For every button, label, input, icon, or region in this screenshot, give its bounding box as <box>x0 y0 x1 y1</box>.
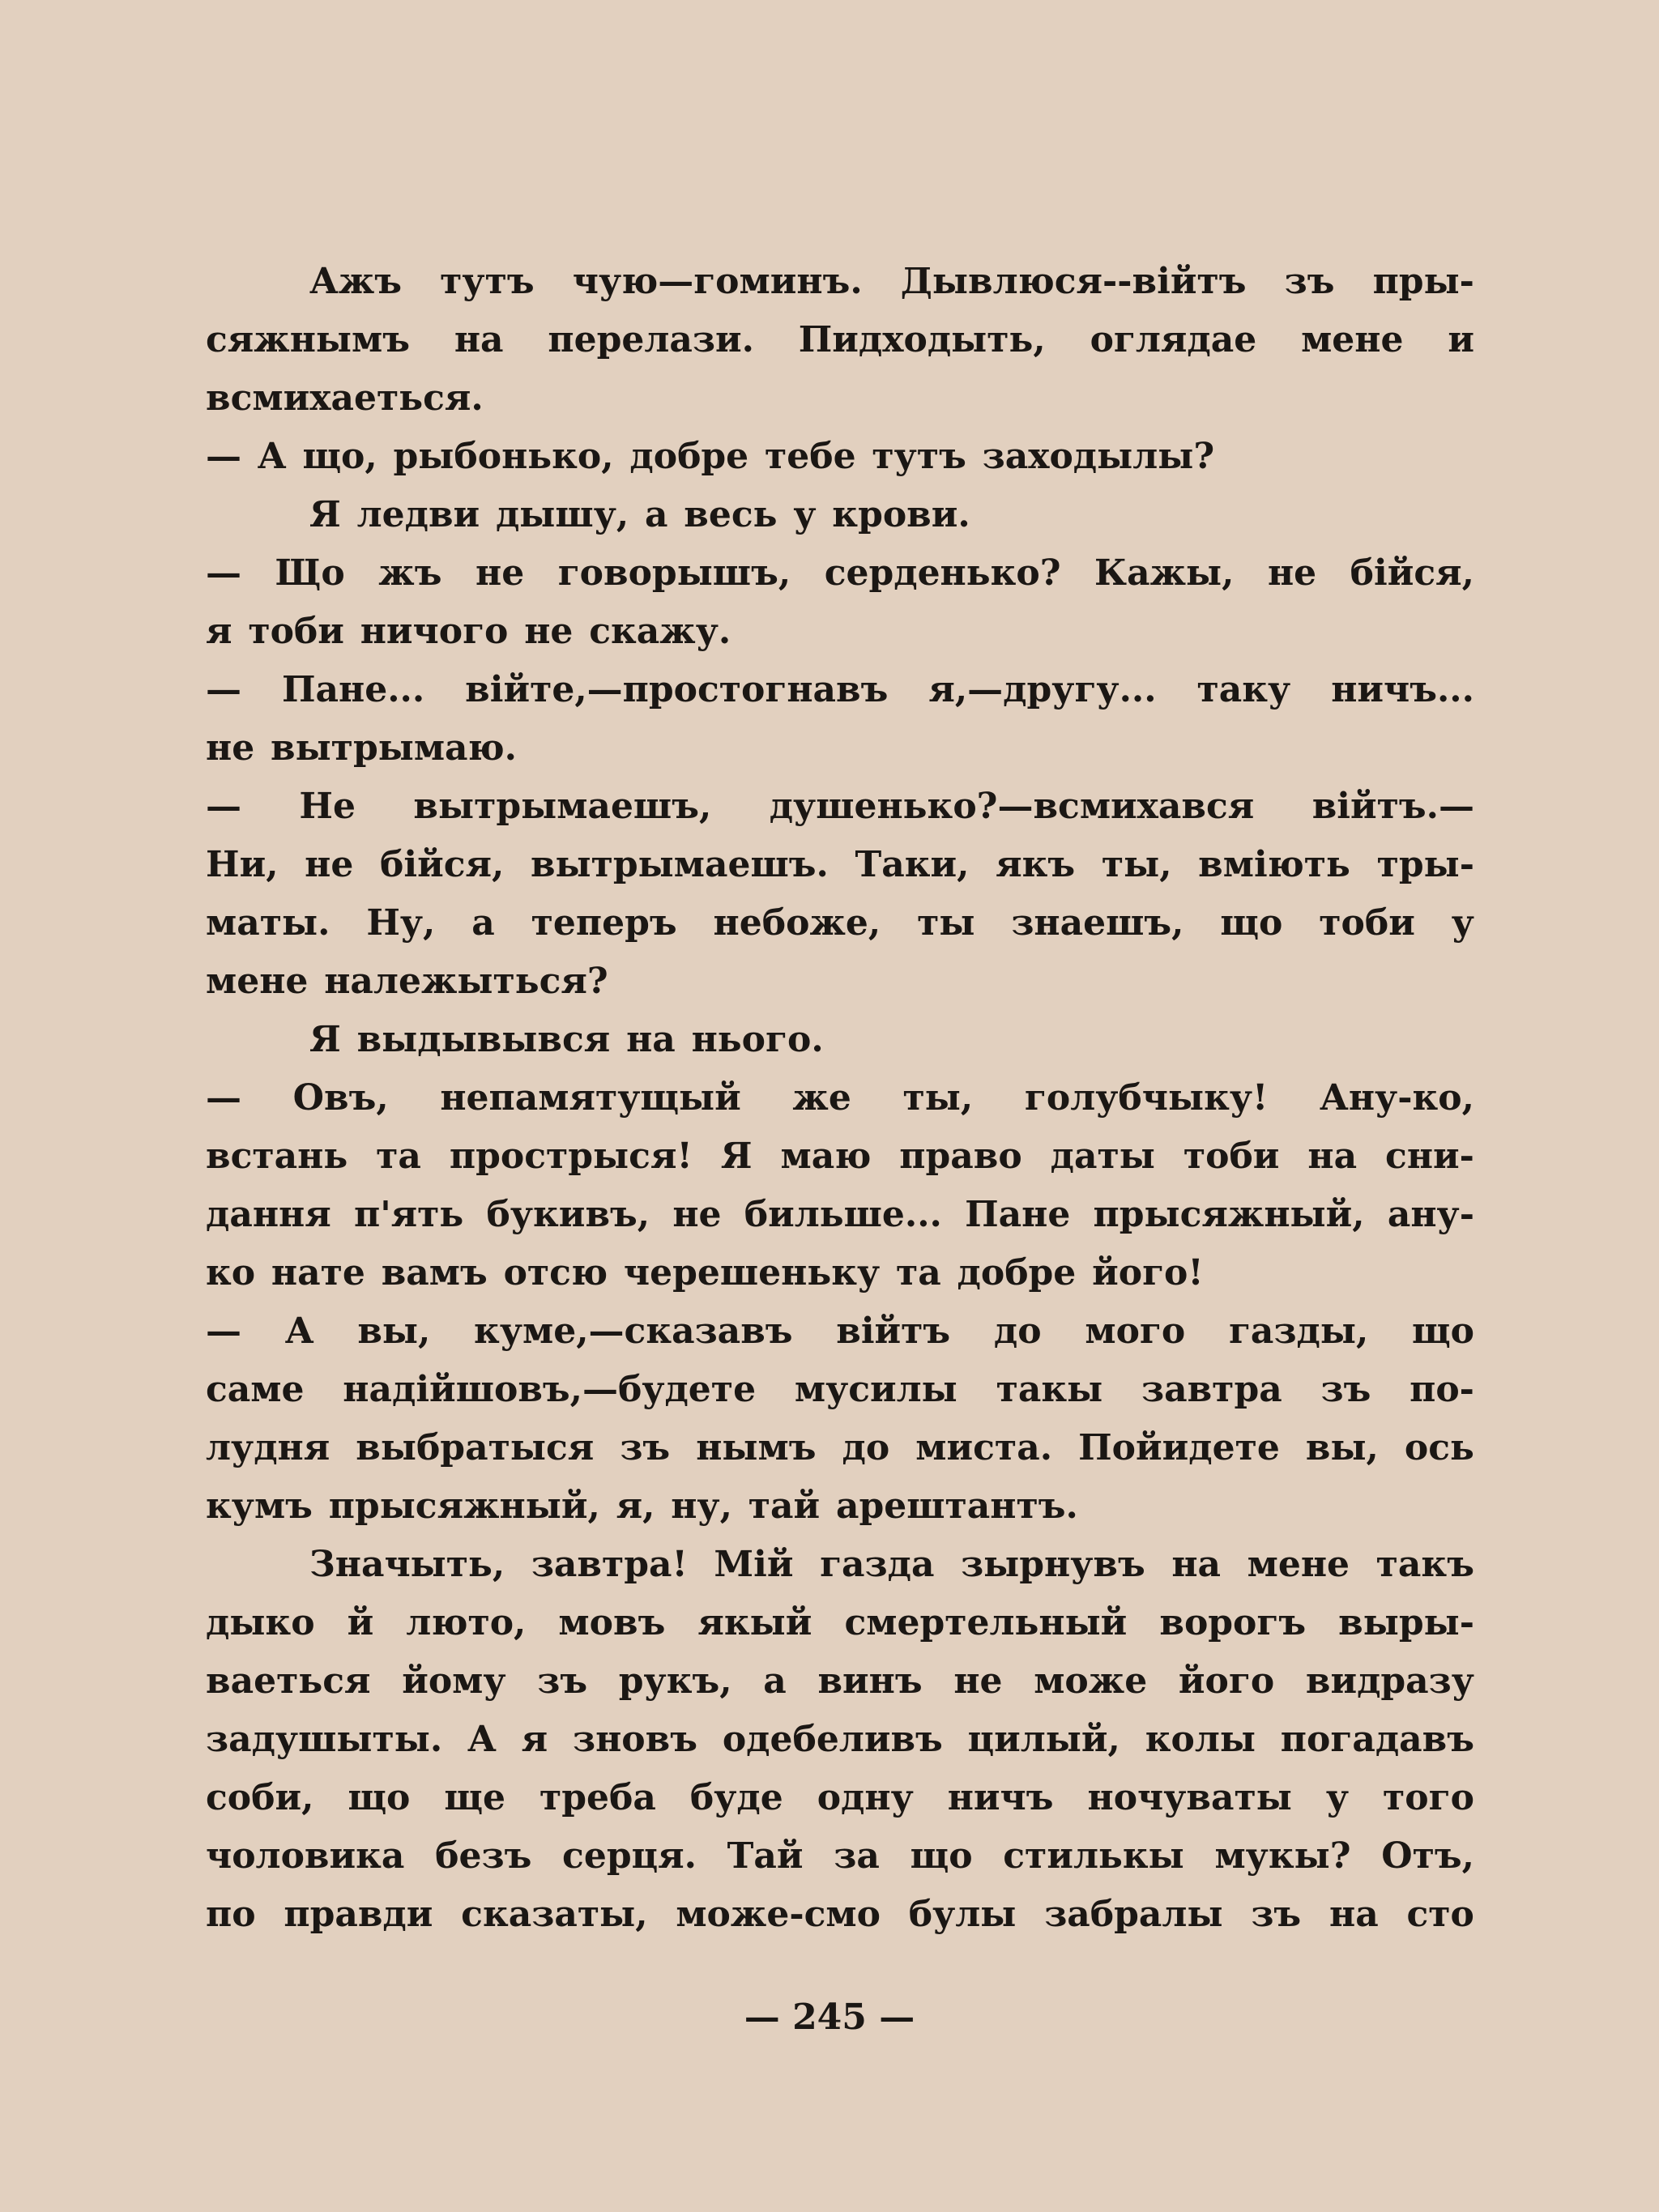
text-line: Ни, не бійся, вытрымаешъ. Таки, якъ ты, вміють тры- <box>206 844 1474 885</box>
text-line: саме надійшовъ,—будете мусилы такы завтра зъ по- <box>206 1369 1474 1410</box>
text-line: сяжнымъ на перелази. Пидходыть, оглядае мене и <box>206 319 1474 360</box>
text-line: всмихаеться. <box>206 377 484 419</box>
body-text <box>206 253 1474 1944</box>
text-line: Я выдывывся на нього. <box>309 1019 824 1060</box>
text-line: соби, що ще треба буде одну ничъ ночуваты у того <box>206 1777 1474 1818</box>
text-line: Я ледви дышу, а весь у крови. <box>309 494 970 535</box>
text-line: маты. Ну, а теперъ небоже, ты знаешъ, що тоби у <box>206 902 1474 944</box>
text-line: дыко й люто, мовъ якый смертельный ворогъ выры- <box>206 1602 1474 1643</box>
text-line: — Що жъ не говорышъ, серденько? Кажы, не бійся, <box>206 552 1474 594</box>
text-line: по правди сказаты, може-смо булы забралы зъ на сто <box>206 1894 1474 1935</box>
page-number: — 245 — <box>744 1997 915 2038</box>
text-line: чоловика безъ серця. Тай за що стилькы мукы? Отъ, <box>206 1835 1474 1877</box>
text-line: кумъ прысяжный, я, ну, тай арештантъ. <box>206 1485 1078 1527</box>
text-line: Ажъ тутъ чую—гоминъ. Дывлюся--війтъ зъ пры- <box>309 261 1474 302</box>
text-line: ваеться йому зъ рукъ, а винъ не може його видразу <box>206 1660 1474 1702</box>
text-line: — А що, рыбонько, добре тебе тутъ заходылы? <box>206 436 1215 477</box>
text-line: задушыты. А я зновъ одебеливъ цилый, колы погадавъ <box>206 1719 1474 1760</box>
text-line: — Не вытрымаешъ, душенько?—всмихався війтъ.— <box>206 786 1474 827</box>
text-line: мене належыться? <box>206 961 608 1002</box>
text-line: Значыть, завтра! Мій газда зырнувъ на мене такъ <box>309 1544 1474 1585</box>
text-line: — А вы, куме,—сказавъ війтъ до мого газды, що <box>206 1311 1474 1352</box>
text-line: лудня выбратыся зъ нымъ до миста. Пойидете вы, ось <box>206 1427 1474 1468</box>
text-line: я тоби ничого не скажу. <box>206 611 731 652</box>
text-line: дання п'ять букивъ, не бильше... Пане прысяжный, ану- <box>206 1194 1474 1235</box>
text-line: не вытрымаю. <box>206 727 517 769</box>
text-line: — Овъ, непамятущый же ты, голубчыку! Ану-ко, <box>206 1077 1474 1119</box>
text-line: встань та прострыся! Я маю право даты тоби на сни- <box>206 1136 1474 1177</box>
text-line: ко нате вамъ отсю черешеньку та добре його! <box>206 1252 1204 1294</box>
text-line: — Пане... війте,—простогнавъ я,—другу... таку ничъ... <box>206 669 1474 710</box>
